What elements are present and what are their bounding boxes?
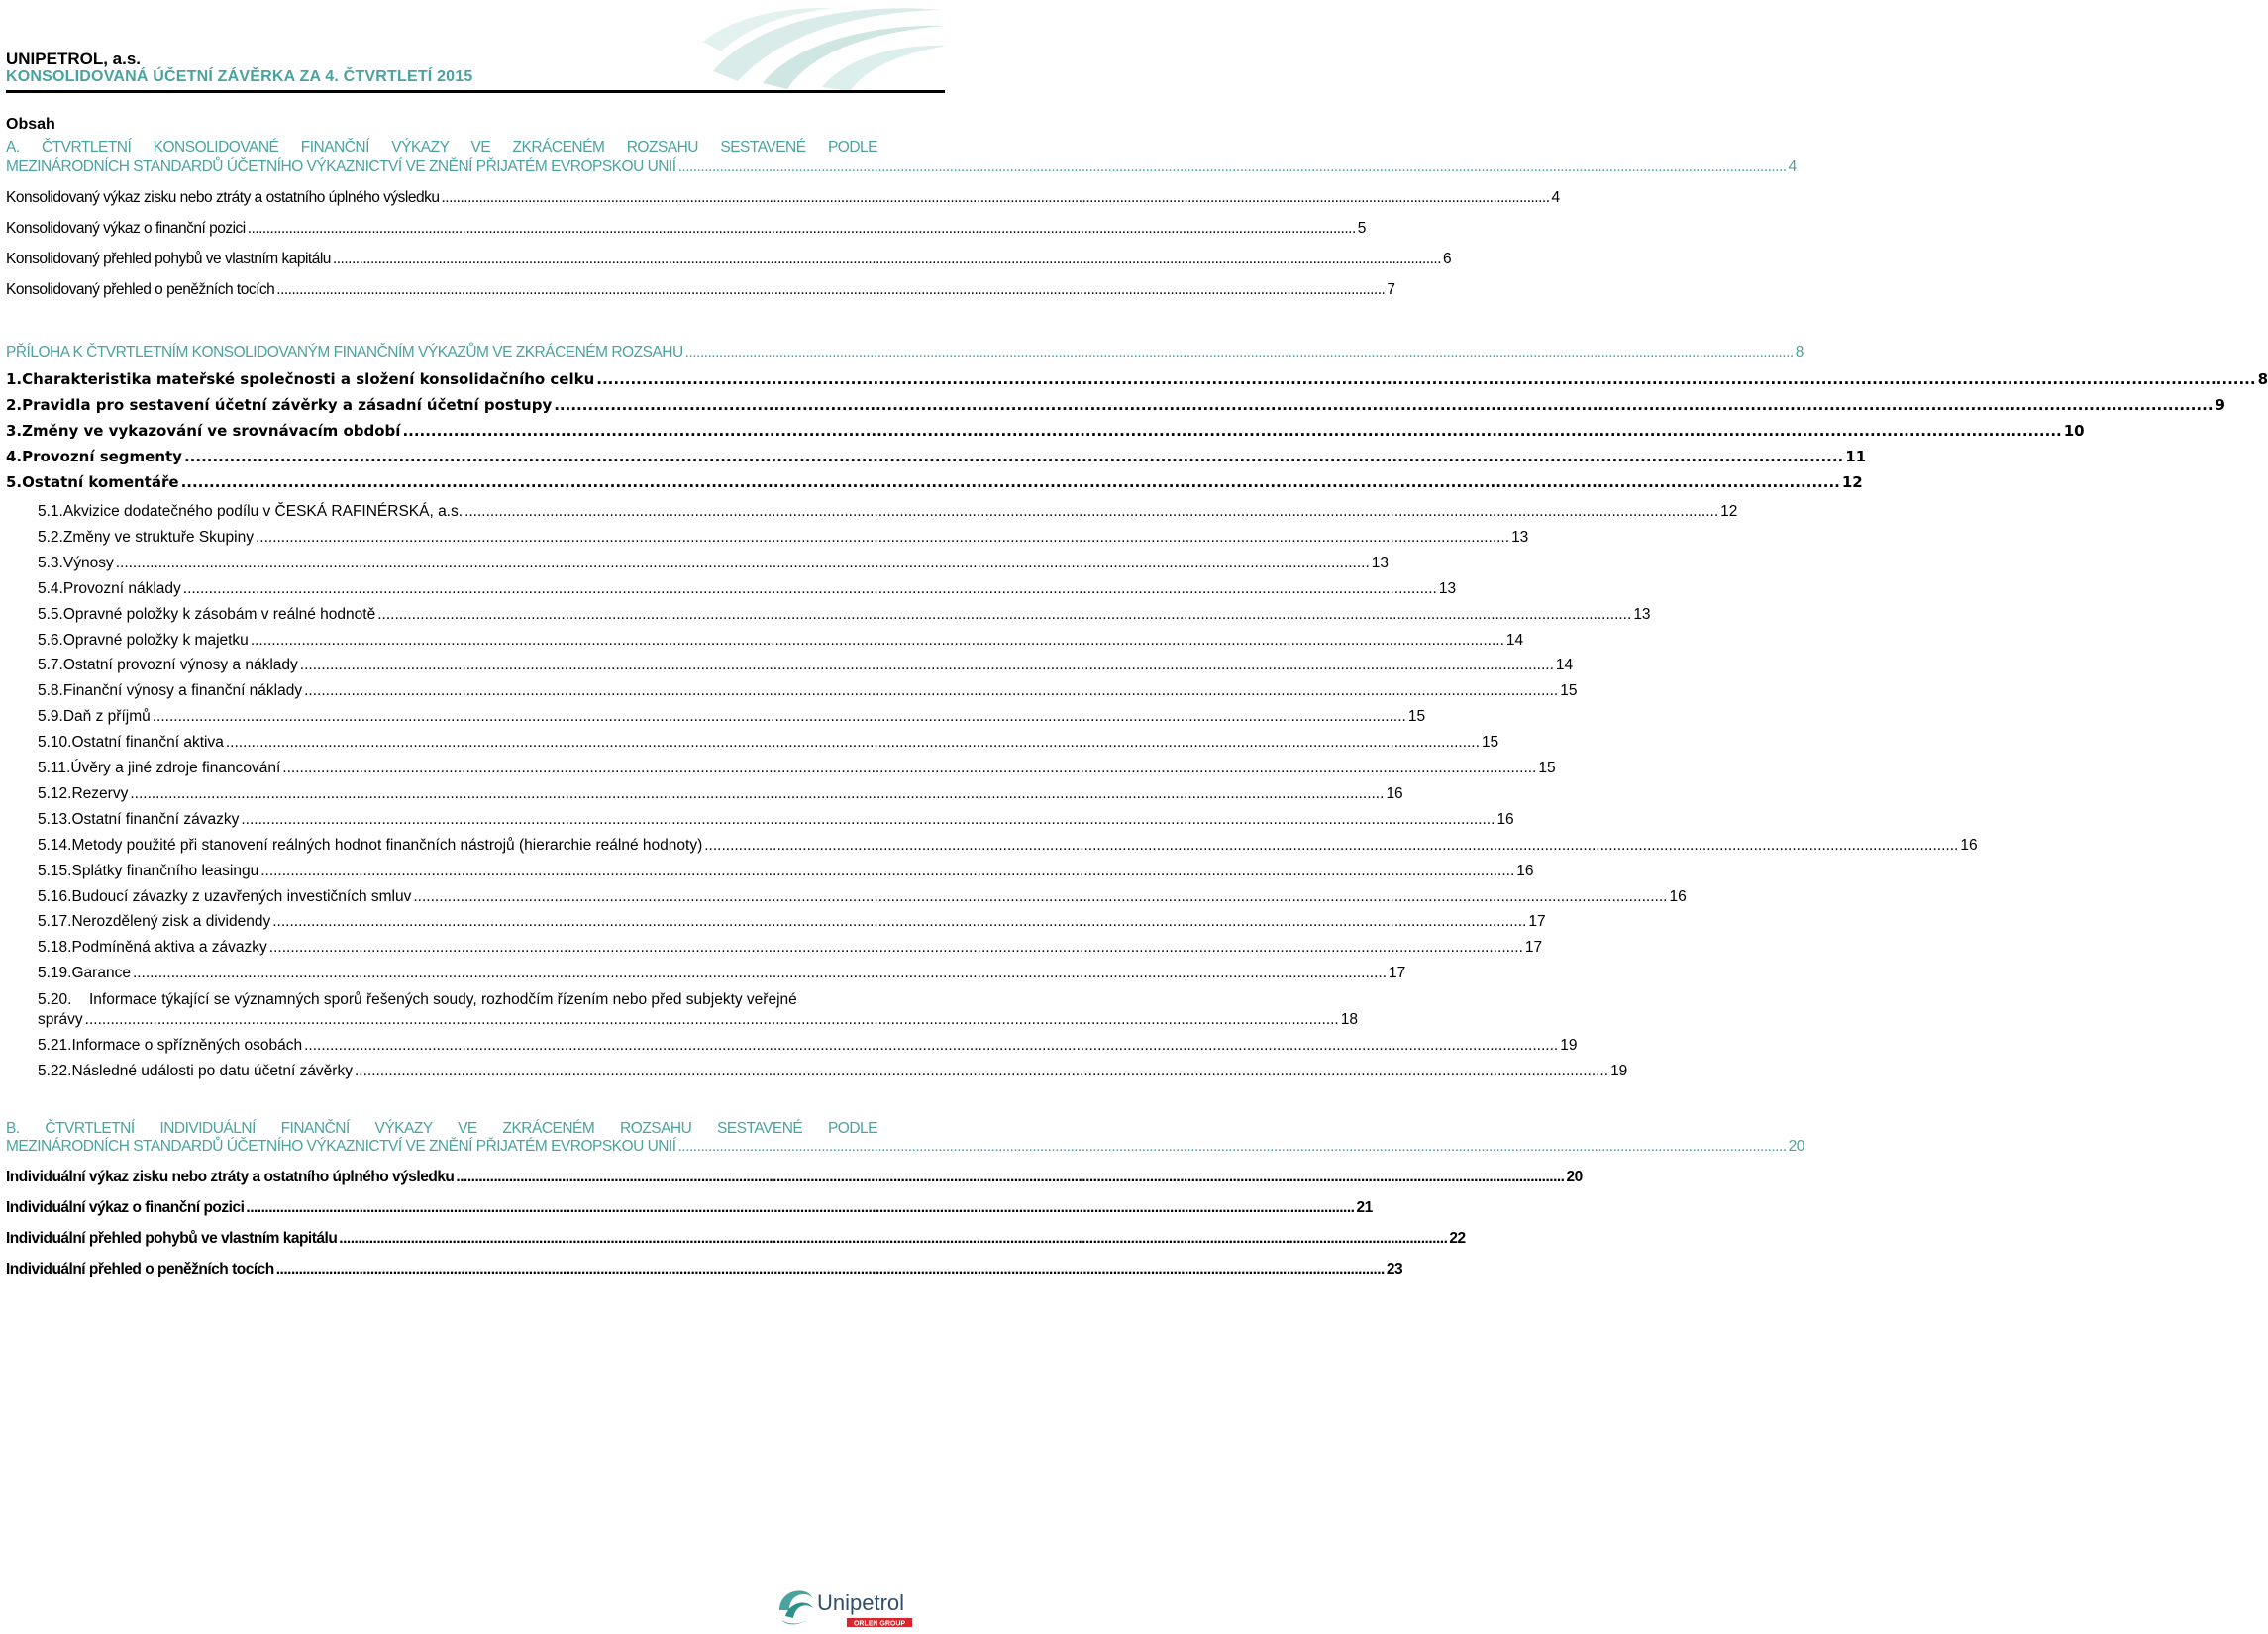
toc-heading: Obsah	[6, 116, 55, 133]
entry-title: Ostatní finanční závazky	[71, 810, 240, 828]
toc-link-section-b[interactable]	[6, 1138, 1804, 1158]
leader-dots	[181, 473, 1840, 491]
page-number: 17	[1524, 939, 1543, 957]
leader-dots	[241, 811, 1495, 829]
entry-title: Opravné položky k majetku	[62, 631, 249, 649]
leader-dots	[685, 344, 1794, 361]
page-number: 15	[1481, 734, 1499, 752]
leader-dots	[596, 370, 2255, 388]
toc-link-subsection[interactable]	[6, 836, 1978, 857]
toc-link-subsection[interactable]	[6, 734, 1499, 754]
toc-link-subsection[interactable]	[6, 760, 1556, 779]
subsection-title-line2: správy	[38, 1011, 83, 1028]
toc-link-subsection[interactable]	[6, 657, 1574, 676]
entry-title: Konsolidovaný výkaz o finanční pozici	[6, 220, 246, 237]
section-number: 5.15.	[38, 862, 72, 879]
page-number: 15	[1560, 682, 1578, 700]
leader-dots	[183, 580, 1437, 598]
section-number: 5.12.	[38, 784, 72, 802]
entry-title: Úvěry a jiné zdroje financování	[70, 760, 281, 776]
toc-link-subsection[interactable]	[6, 965, 1406, 984]
entry-title: Výnosy	[62, 554, 114, 571]
page-number: 4	[1788, 158, 1797, 175]
section-number: 5.11.	[38, 760, 71, 776]
entry-title: Konsolidovaný přehled pohybů ve vlastním kapitálu	[6, 251, 331, 267]
section-number: 5.22.	[38, 1063, 72, 1079]
entry-title: Akvizice dodatečného podílu v ČESKÁ RAFINÉRSKÁ, a.s.	[62, 503, 464, 520]
leader-dots	[441, 189, 1549, 207]
toc-link-statement-b[interactable]	[6, 1261, 1403, 1280]
toc-link-subsection[interactable]	[6, 939, 1543, 959]
toc-link-section-3[interactable]	[6, 422, 2085, 442]
toc-link-statement-a[interactable]	[6, 281, 1395, 301]
header-swirl-logo-icon	[693, 2, 949, 93]
entry-title: Podmíněná aktiva a závazky	[71, 939, 267, 957]
page-number: 5	[1357, 220, 1366, 237]
leader-dots	[116, 555, 1370, 572]
toc-link-statement-b[interactable]	[6, 1230, 1466, 1250]
entry-title: Konsolidovaný výkaz zisku nebo ztráty a ostatního úplného výsledku	[6, 189, 440, 206]
entry-title: Individuální výkaz zisku nebo ztráty a ostatního úplného výsledku	[6, 1169, 455, 1185]
toc-link-appendix[interactable]	[6, 344, 1804, 363]
toc-link-subsection[interactable]	[6, 1063, 1628, 1082]
entry-title: Pravidla pro sestavení účetní závěrky a zásadní účetní postupy	[22, 396, 553, 414]
leader-dots	[300, 657, 1554, 674]
toc-link-subsection[interactable]	[6, 605, 1651, 626]
leader-dots	[272, 913, 1526, 931]
entry-title: Metody použité při stanovení reálných hodnot finančních nástrojů (hierarchie reálné hodnoty)	[71, 836, 703, 854]
report-subtitle: KONSOLIDOVANÁ ÚČETNÍ ZÁVĚRKA ZA 4. ČTVRTLETÍ 2015	[6, 68, 473, 85]
section-number: 4.	[6, 448, 23, 465]
leader-dots	[276, 281, 1385, 299]
header-divider	[6, 90, 945, 93]
section-number: 5.3.	[38, 554, 63, 571]
entry-title: Individuální přehled o peněžních tocích	[6, 1261, 274, 1277]
leader-dots	[276, 1261, 1385, 1278]
leader-dots	[304, 1037, 1558, 1055]
section-number: 5.17.	[38, 913, 72, 931]
toc-link-subsection[interactable]	[6, 810, 1514, 831]
section-number: 5.8.	[38, 682, 63, 700]
page-number: 16	[1669, 887, 1687, 905]
toc-link-statement-a[interactable]	[6, 251, 1452, 270]
entry-title: Splátky finančního leasingu	[71, 862, 259, 879]
toc-link-section-2[interactable]	[6, 396, 2225, 416]
section-a-line2: MEZINÁRODNÍCH STANDARDŮ ÚČETNÍHO VÝKAZNICTVÍ VE ZNĚNÍ PŘIJATÉM EVROPSKOU UNIÍ	[6, 158, 676, 175]
entry-title: Provozní náklady	[62, 579, 181, 597]
section-number: 5.10.	[38, 734, 72, 752]
page-number: 20	[1788, 1138, 1804, 1155]
logo-wordmark: Unipetrol	[817, 1590, 905, 1615]
section-number: 5.	[6, 473, 23, 491]
page-number: 8	[1795, 344, 1804, 360]
section-number: 5.14.	[38, 836, 72, 854]
page-number: 13	[1371, 554, 1390, 571]
entry-title: Nerozdělený zisk a dividendy	[71, 913, 271, 931]
entry-title: Ostatní komentáře	[22, 473, 179, 491]
leader-dots	[184, 448, 1843, 465]
leader-dots	[304, 682, 1558, 700]
leader-dots	[339, 1230, 1447, 1248]
entry-title: Finanční výnosy a finanční náklady	[62, 682, 303, 700]
toc-link-section-5[interactable]	[6, 473, 1863, 493]
page-number: 18	[1340, 1011, 1358, 1028]
page-number: 17	[1528, 913, 1546, 931]
entry-title: Garance	[71, 965, 131, 982]
page-number: 19	[1560, 1037, 1578, 1054]
section-number: 5.9.	[38, 708, 63, 726]
appendix-title: PŘÍLOHA K ČTVRTLETNÍM KONSOLIDOVANÝM FINANČNÍM VÝKAZŮM VE ZKRÁCENÉM ROZSAHU	[6, 344, 683, 360]
unipetrol-emblem-icon	[779, 1590, 813, 1624]
toc-link-subsection[interactable]	[6, 887, 1687, 908]
leader-dots	[226, 734, 1480, 752]
page-number: 20	[1566, 1169, 1583, 1185]
leader-dots	[282, 760, 1536, 777]
section-number: 5.20.	[38, 991, 72, 1008]
entry-title: Budoucí závazky z uzavřených investičních smluv	[71, 887, 412, 905]
leader-dots	[130, 785, 1384, 803]
page-number: 19	[1610, 1063, 1628, 1079]
leader-dots	[377, 606, 1631, 624]
page-number: 6	[1443, 251, 1452, 267]
page-header	[0, 0, 951, 99]
toc-link-statement-a[interactable]	[6, 189, 1560, 209]
toc-link-subsection[interactable]	[6, 528, 1529, 549]
section-number: 5.21.	[38, 1037, 72, 1054]
page-number: 22	[1449, 1230, 1466, 1247]
leader-dots	[464, 503, 1718, 521]
toc-link-statement-a[interactable]	[6, 220, 1366, 240]
leader-dots	[355, 1063, 1608, 1080]
toc-link-subsection[interactable]	[6, 784, 1403, 805]
page-number: 13	[1511, 528, 1529, 546]
entry-title: Individuální přehled pohybů ve vlastním kapitálu	[6, 1230, 338, 1247]
leader-dots	[133, 965, 1387, 982]
entry-title: Charakteristika mateřské společnosti a složení konsolidačního celku	[22, 370, 595, 388]
section-number: 5.18.	[38, 939, 72, 957]
leader-dots	[153, 708, 1406, 726]
page-number: 15	[1407, 708, 1426, 726]
leader-dots	[260, 863, 1514, 880]
section-number: 2.	[6, 396, 23, 414]
section-a-line1: A. ČTVRTLETNÍ KONSOLIDOVANÉ FINANČNÍ VÝKAZY VE ZKRÁCENÉM ROZSAHU SESTAVENÉ PODLE	[6, 139, 877, 155]
toc-link-subsection[interactable]	[6, 862, 1534, 882]
subsection-title-line1: Informace týkající se významných sporů řešených soudy, rozhodčím řízením nebo před subjekty veřejné	[89, 991, 797, 1008]
leader-dots	[678, 158, 1787, 176]
toc-link-statement-b[interactable]	[6, 1169, 1583, 1188]
page-number: 17	[1389, 965, 1406, 982]
leader-dots	[554, 396, 2213, 414]
leader-dots	[256, 529, 1509, 547]
toc-link-subsection[interactable]	[6, 579, 1457, 600]
entry-title: Konsolidovaný přehled o peněžních tocích	[6, 281, 275, 298]
page-number: 11	[1845, 448, 1867, 465]
section-b-line2: MEZINÁRODNÍCH STANDARDŮ ÚČETNÍHO VÝKAZNICTVÍ VE ZNĚNÍ PŘIJATÉM EVROPSKOU UNIÍ	[6, 1138, 676, 1155]
toc-link-subsection[interactable]	[6, 708, 1426, 728]
page-number: 14	[1555, 657, 1574, 674]
section-number: 5.13.	[38, 810, 72, 828]
toc-link-subsection[interactable]	[6, 1037, 1578, 1057]
leader-dots	[413, 888, 1667, 906]
page-number: 16	[1960, 836, 1978, 854]
orlen-group-label: ORLEN GROUP	[853, 1620, 906, 1628]
leader-dots	[402, 422, 2061, 440]
toc-link-statement-b[interactable]	[6, 1199, 1373, 1219]
leader-dots	[704, 837, 1958, 855]
section-number: 5.1.	[38, 503, 63, 520]
entry-title: Provozní segmenty	[22, 448, 182, 465]
entry-title: Změny ve struktuře Skupiny	[62, 528, 254, 546]
section-a-heading[interactable]	[6, 139, 877, 156]
page-number: 16	[1386, 784, 1403, 802]
page-number: 21	[1356, 1199, 1373, 1216]
section-number: 5.2.	[38, 528, 63, 546]
page-number: 7	[1387, 281, 1395, 298]
entry-title: Následné události po datu účetní závěrky	[71, 1063, 353, 1079]
section-number: 5.5.	[38, 605, 63, 623]
leader-dots	[333, 251, 1441, 268]
section-number: 5.19.	[38, 965, 72, 982]
page-number: 16	[1496, 810, 1514, 828]
entry-title: Informace o spřízněných osobách	[71, 1037, 303, 1054]
entry-title: Rezervy	[71, 784, 129, 802]
entry-title: Ostatní finanční aktiva	[71, 734, 224, 752]
page-number: 9	[2215, 396, 2225, 414]
section-number: 1.	[6, 370, 23, 388]
toc-link-subsection[interactable]	[6, 913, 1546, 933]
section-number: 3.	[6, 422, 23, 440]
toc-link-section-a[interactable]	[6, 158, 1797, 178]
section-number: 5.6.	[38, 631, 63, 649]
toc-link-section-1[interactable]	[6, 370, 2268, 390]
leader-dots	[85, 1011, 1339, 1029]
section-b-line1: B. ČTVRTLETNÍ INDIVIDUÁLNÍ FINANČNÍ VÝKAZY VE ZKRÁCENÉM ROZSAHU SESTAVENÉ PODLE	[6, 1120, 877, 1137]
toc-link-subsection[interactable]	[6, 503, 1738, 523]
page-number: 15	[1538, 760, 1556, 776]
toc-link-subsection[interactable]	[6, 554, 1390, 574]
toc-link-subsection[interactable]	[6, 682, 1578, 702]
leader-dots	[456, 1169, 1564, 1186]
unipetrol-logo	[775, 1581, 914, 1630]
page-number: 23	[1386, 1261, 1403, 1277]
page-number: 13	[1438, 579, 1457, 597]
leader-dots	[251, 632, 1504, 650]
leader-dots	[246, 1199, 1354, 1217]
page-number: 14	[1505, 631, 1524, 649]
leader-dots	[248, 220, 1356, 238]
section-b-heading[interactable]	[6, 1120, 877, 1138]
section-number: 5.4.	[38, 579, 63, 597]
entry-title: Daň z příjmů	[62, 708, 151, 726]
leader-dots	[269, 939, 1523, 957]
leader-dots	[678, 1138, 1787, 1156]
page-number: 16	[1516, 862, 1534, 879]
entry-title: Opravné položky k zásobám v reálné hodnotě	[62, 605, 376, 623]
page-number: 13	[1633, 605, 1651, 623]
entry-title: Ostatní provozní výnosy a náklady	[62, 657, 298, 674]
entry-title: Individuální výkaz o finanční pozici	[6, 1199, 245, 1216]
page-number: 8	[2257, 370, 2268, 388]
page-number: 4	[1551, 189, 1560, 206]
page-number: 12	[1720, 503, 1738, 520]
section-number: 5.16.	[38, 887, 72, 905]
toc-link-section-4[interactable]	[6, 448, 1867, 467]
company-name: UNIPETROL, a.s.	[6, 50, 142, 68]
page-number: 10	[2063, 422, 2085, 440]
section-number: 5.7.	[38, 657, 63, 674]
entry-title: Změny ve vykazování ve srovnávacím období	[22, 422, 401, 440]
toc-link-subsection[interactable]	[6, 631, 1524, 652]
page-number: 12	[1841, 473, 1863, 491]
